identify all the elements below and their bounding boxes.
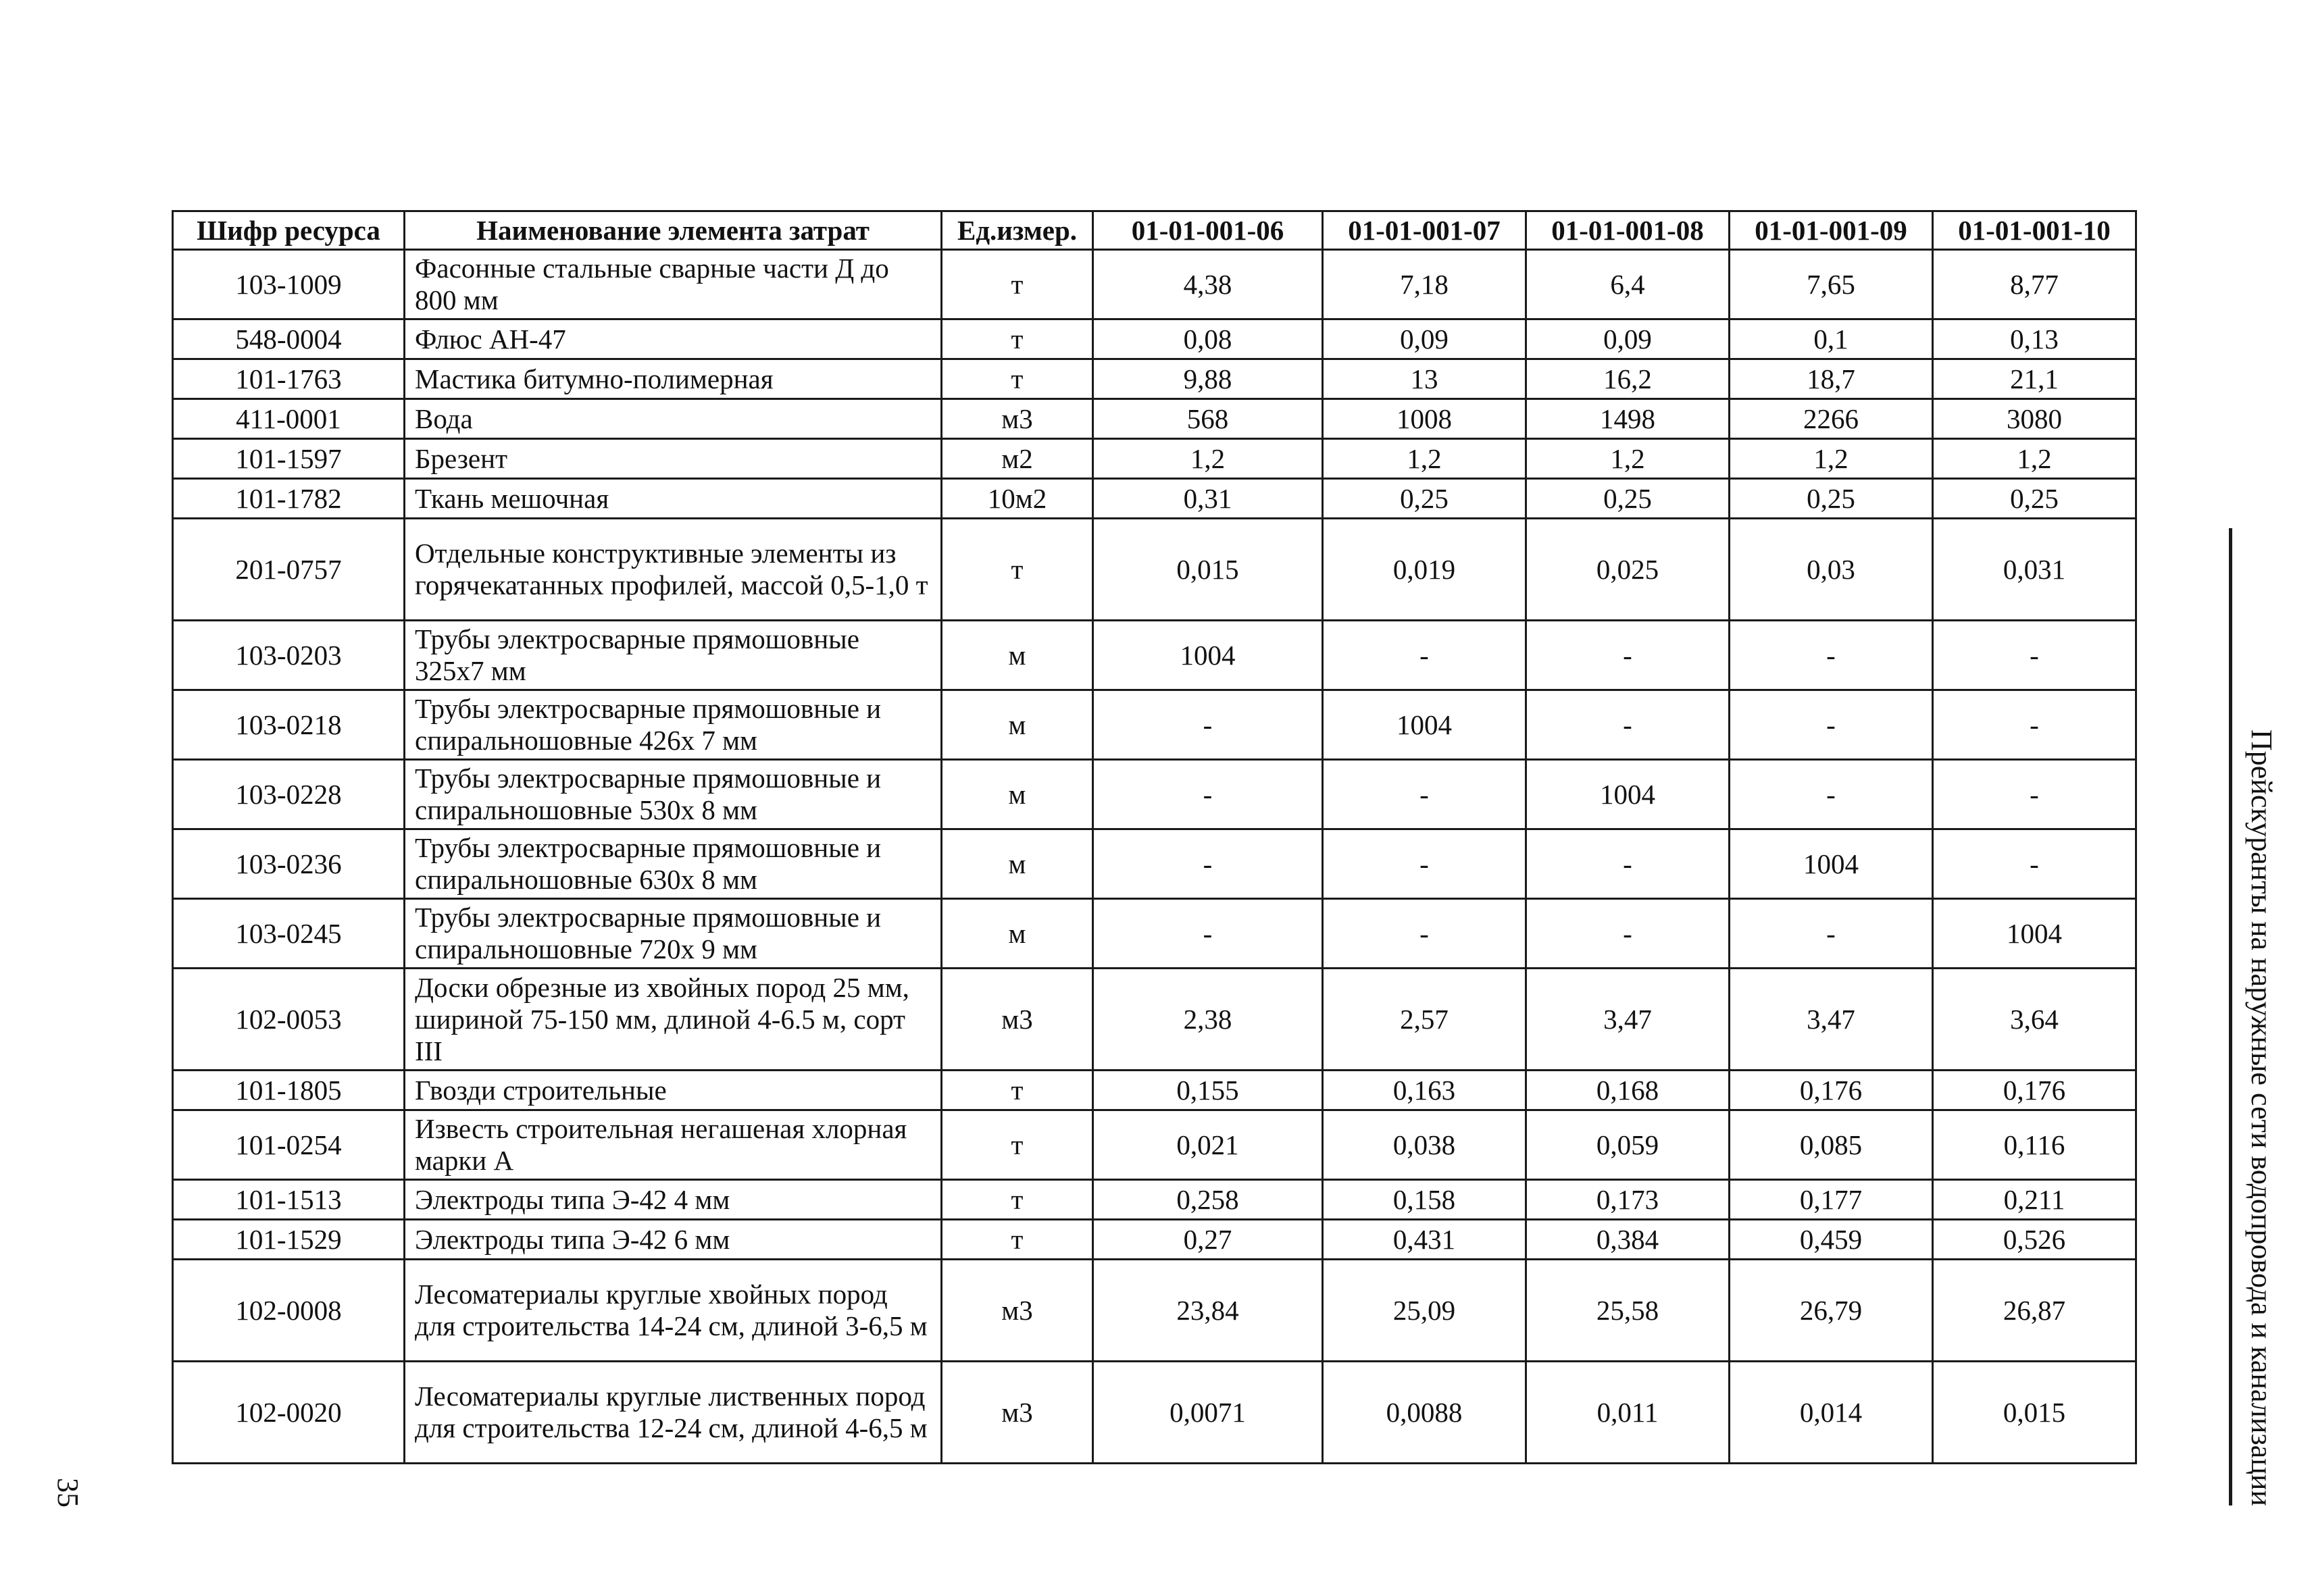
- header-code: Шифр ресурса: [173, 211, 405, 250]
- table-header-row: [173, 211, 2136, 250]
- resource-code: 103-0218: [173, 690, 405, 760]
- resource-code: 411-0001: [173, 399, 405, 439]
- value-cell: 21,1: [1933, 359, 2136, 399]
- table-row: [173, 1110, 2136, 1180]
- value-cell: 23,84: [1093, 1260, 1323, 1362]
- resource-cost-table: [172, 210, 2137, 1464]
- resource-code: 101-1529: [173, 1220, 405, 1260]
- value-cell: 1004: [1933, 899, 2136, 969]
- table-row: [173, 1220, 2136, 1260]
- resource-name: Трубы электросварные прямошовные и спиральношовные 530х 8 мм: [405, 760, 942, 829]
- value-cell: -: [1526, 899, 1730, 969]
- resource-code: 101-0254: [173, 1110, 405, 1180]
- value-cell: 1004: [1093, 621, 1323, 690]
- resource-name: Доски обрезные из хвойных пород 25 мм, шириной 75-150 мм, длиной 4-6.5 м, сорт III: [405, 969, 942, 1071]
- value-cell: 2,38: [1093, 969, 1323, 1071]
- value-cell: 0,116: [1933, 1110, 2136, 1180]
- value-cell: 2,57: [1323, 969, 1526, 1071]
- value-cell: 0,0071: [1093, 1362, 1323, 1464]
- resource-name: Ткань мешочная: [405, 479, 942, 519]
- resource-name: Электроды типа Э-42 6 мм: [405, 1220, 942, 1260]
- value-cell: 0,011: [1526, 1362, 1730, 1464]
- value-cell: 0,258: [1093, 1180, 1323, 1220]
- value-cell: -: [1093, 829, 1323, 899]
- value-cell: 0,25: [1526, 479, 1730, 519]
- table-row: [173, 399, 2136, 439]
- value-cell: -: [1526, 829, 1730, 899]
- value-cell: 0,176: [1730, 1071, 1933, 1110]
- table-row: [173, 250, 2136, 319]
- resource-name: Трубы электросварные прямошовные 325х7 мм: [405, 621, 942, 690]
- table-row: [173, 1180, 2136, 1220]
- value-cell: 1,2: [1093, 439, 1323, 479]
- header-unit: Ед.измер.: [942, 211, 1093, 250]
- value-cell: 0,08: [1093, 319, 1323, 359]
- value-cell: 0,03: [1730, 519, 1933, 621]
- table-row: [173, 690, 2136, 760]
- value-cell: 0,059: [1526, 1110, 1730, 1180]
- resource-name: Трубы электросварные прямошовные и спиральношовные 426х 7 мм: [405, 690, 942, 760]
- resource-name: Трубы электросварные прямошовные и спиральношовные 720х 9 мм: [405, 899, 942, 969]
- value-cell: -: [1730, 621, 1933, 690]
- resource-code: 102-0053: [173, 969, 405, 1071]
- resource-name: Лесоматериалы круглые лиственных пород для строительства 12-24 см, длиной 4-6,5 м: [405, 1362, 942, 1464]
- table-row: [173, 969, 2136, 1071]
- resource-code: 102-0008: [173, 1260, 405, 1362]
- resource-code: 103-0228: [173, 760, 405, 829]
- value-cell: 1498: [1526, 399, 1730, 439]
- table-row: [173, 899, 2136, 969]
- resource-name: Известь строительная негашеная хлорная марки А: [405, 1110, 942, 1180]
- resource-unit: т: [942, 519, 1093, 621]
- resource-name: Мастика битумно-полимерная: [405, 359, 942, 399]
- resource-unit: т: [942, 250, 1093, 319]
- resource-name: Вода: [405, 399, 942, 439]
- value-cell: -: [1933, 829, 2136, 899]
- resource-unit: м3: [942, 969, 1093, 1071]
- value-cell: 1,2: [1323, 439, 1526, 479]
- side-rule-divider: [2229, 528, 2232, 1505]
- value-cell: -: [1933, 621, 2136, 690]
- resource-name: Трубы электросварные прямошовные и спиральношовные 630х 8 мм: [405, 829, 942, 899]
- header-col-4: 01-01-001-09: [1730, 211, 1933, 250]
- resource-unit: м2: [942, 439, 1093, 479]
- value-cell: 0,031: [1933, 519, 2136, 621]
- value-cell: 8,77: [1933, 250, 2136, 319]
- value-cell: 0,155: [1093, 1071, 1323, 1110]
- value-cell: 0,014: [1730, 1362, 1933, 1464]
- value-cell: 0,019: [1323, 519, 1526, 621]
- table-row: [173, 1362, 2136, 1464]
- value-cell: -: [1323, 829, 1526, 899]
- resource-code: 103-1009: [173, 250, 405, 319]
- value-cell: -: [1730, 760, 1933, 829]
- table-row: [173, 359, 2136, 399]
- value-cell: 0,459: [1730, 1220, 1933, 1260]
- value-cell: 0,0088: [1323, 1362, 1526, 1464]
- page-number: 35: [51, 1478, 84, 1508]
- value-cell: -: [1730, 899, 1933, 969]
- value-cell: 26,79: [1730, 1260, 1933, 1362]
- resource-name: Лесоматериалы круглые хвойных пород для строительства 14-24 см, длиной 3-6,5 м: [405, 1260, 942, 1362]
- value-cell: 0,09: [1323, 319, 1526, 359]
- value-cell: 3,64: [1933, 969, 2136, 1071]
- resource-code: 103-0203: [173, 621, 405, 690]
- resource-code: 103-0236: [173, 829, 405, 899]
- value-cell: 7,65: [1730, 250, 1933, 319]
- resource-unit: м: [942, 690, 1093, 760]
- resource-unit: т: [942, 1071, 1093, 1110]
- resource-unit: м3: [942, 399, 1093, 439]
- value-cell: -: [1323, 899, 1526, 969]
- value-cell: 0,09: [1526, 319, 1730, 359]
- resource-name: Флюс АН-47: [405, 319, 942, 359]
- value-cell: 0,015: [1933, 1362, 2136, 1464]
- value-cell: -: [1933, 690, 2136, 760]
- running-header-title: Прейскуранты на наружные сети водопровода и канализации: [2245, 729, 2278, 1506]
- resource-code: 101-1597: [173, 439, 405, 479]
- value-cell: 1004: [1323, 690, 1526, 760]
- value-cell: 0,015: [1093, 519, 1323, 621]
- resource-code: 101-1782: [173, 479, 405, 519]
- resource-unit: т: [942, 1220, 1093, 1260]
- value-cell: 0,211: [1933, 1180, 2136, 1220]
- table-row: [173, 479, 2136, 519]
- resource-code: 103-0245: [173, 899, 405, 969]
- value-cell: 0,085: [1730, 1110, 1933, 1180]
- table-row: [173, 519, 2136, 621]
- header-col-1: 01-01-001-06: [1093, 211, 1323, 250]
- value-cell: 25,58: [1526, 1260, 1730, 1362]
- value-cell: 1004: [1526, 760, 1730, 829]
- resource-code: 101-1763: [173, 359, 405, 399]
- resource-unit: м3: [942, 1362, 1093, 1464]
- resource-unit: м: [942, 829, 1093, 899]
- value-cell: 0,526: [1933, 1220, 2136, 1260]
- value-cell: 0,1: [1730, 319, 1933, 359]
- value-cell: -: [1526, 690, 1730, 760]
- value-cell: 1,2: [1526, 439, 1730, 479]
- value-cell: 568: [1093, 399, 1323, 439]
- table-row: [173, 760, 2136, 829]
- resource-unit: 10м2: [942, 479, 1093, 519]
- value-cell: -: [1093, 690, 1323, 760]
- resource-unit: м: [942, 899, 1093, 969]
- value-cell: 0,021: [1093, 1110, 1323, 1180]
- value-cell: 1004: [1730, 829, 1933, 899]
- value-cell: -: [1093, 760, 1323, 829]
- value-cell: 6,4: [1526, 250, 1730, 319]
- resource-name: Фасонные стальные сварные части Д до 800 мм: [405, 250, 942, 319]
- value-cell: 0,25: [1323, 479, 1526, 519]
- table-row: [173, 1260, 2136, 1362]
- resource-name: Электроды типа Э-42 4 мм: [405, 1180, 942, 1220]
- value-cell: 3,47: [1526, 969, 1730, 1071]
- value-cell: 1,2: [1933, 439, 2136, 479]
- header-col-2: 01-01-001-07: [1323, 211, 1526, 250]
- resource-unit: т: [942, 319, 1093, 359]
- value-cell: 0,431: [1323, 1220, 1526, 1260]
- resource-name: Брезент: [405, 439, 942, 479]
- value-cell: -: [1730, 690, 1933, 760]
- value-cell: -: [1526, 621, 1730, 690]
- resource-code: 102-0020: [173, 1362, 405, 1464]
- table-row: [173, 829, 2136, 899]
- value-cell: 25,09: [1323, 1260, 1526, 1362]
- value-cell: 0,158: [1323, 1180, 1526, 1220]
- value-cell: -: [1933, 760, 2136, 829]
- value-cell: 1,2: [1730, 439, 1933, 479]
- header-col-3: 01-01-001-08: [1526, 211, 1730, 250]
- value-cell: 1008: [1323, 399, 1526, 439]
- value-cell: 0,25: [1730, 479, 1933, 519]
- table-row: [173, 439, 2136, 479]
- table-row: [173, 621, 2136, 690]
- resource-unit: т: [942, 359, 1093, 399]
- header-name: Наименование элемента затрат: [405, 211, 942, 250]
- resource-code: 548-0004: [173, 319, 405, 359]
- table-row: [173, 1071, 2136, 1110]
- value-cell: -: [1093, 899, 1323, 969]
- value-cell: 3080: [1933, 399, 2136, 439]
- value-cell: 0,177: [1730, 1180, 1933, 1220]
- value-cell: 0,176: [1933, 1071, 2136, 1110]
- resource-code: 101-1805: [173, 1071, 405, 1110]
- value-cell: 0,168: [1526, 1071, 1730, 1110]
- resource-unit: м: [942, 760, 1093, 829]
- value-cell: 26,87: [1933, 1260, 2136, 1362]
- value-cell: 0,173: [1526, 1180, 1730, 1220]
- value-cell: 16,2: [1526, 359, 1730, 399]
- value-cell: -: [1323, 760, 1526, 829]
- resource-name: Гвозди строительные: [405, 1071, 942, 1110]
- value-cell: 13: [1323, 359, 1526, 399]
- value-cell: 0,31: [1093, 479, 1323, 519]
- value-cell: 0,038: [1323, 1110, 1526, 1180]
- resource-code: 201-0757: [173, 519, 405, 621]
- value-cell: 7,18: [1323, 250, 1526, 319]
- value-cell: -: [1323, 621, 1526, 690]
- value-cell: 2266: [1730, 399, 1933, 439]
- resource-unit: м3: [942, 1260, 1093, 1362]
- value-cell: 3,47: [1730, 969, 1933, 1071]
- header-col-5: 01-01-001-10: [1933, 211, 2136, 250]
- value-cell: 0,13: [1933, 319, 2136, 359]
- value-cell: 4,38: [1093, 250, 1323, 319]
- resource-unit: т: [942, 1180, 1093, 1220]
- value-cell: 0,25: [1933, 479, 2136, 519]
- value-cell: 0,025: [1526, 519, 1730, 621]
- resource-unit: м: [942, 621, 1093, 690]
- resource-unit: т: [942, 1110, 1093, 1180]
- value-cell: 0,163: [1323, 1071, 1526, 1110]
- value-cell: 0,384: [1526, 1220, 1730, 1260]
- value-cell: 9,88: [1093, 359, 1323, 399]
- resource-name: Отдельные конструктивные элементы из горячекатанных профилей, массой 0,5-1,0 т: [405, 519, 942, 621]
- resource-code: 101-1513: [173, 1180, 405, 1220]
- value-cell: 0,27: [1093, 1220, 1323, 1260]
- value-cell: 18,7: [1730, 359, 1933, 399]
- table-row: [173, 319, 2136, 359]
